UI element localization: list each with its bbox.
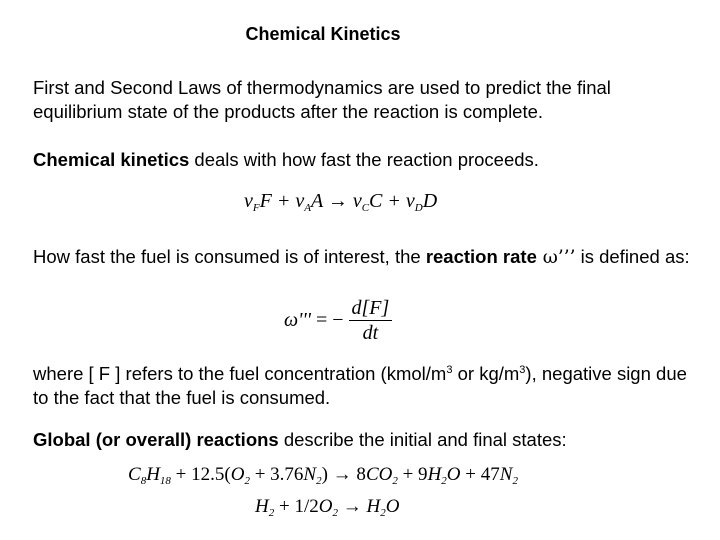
unit-exponent-2: 3 <box>519 364 526 376</box>
general-reaction-equation: $\nu_FF + \nu_AA \to \nu_CC + \nu_DD$ <box>244 190 438 214</box>
unit-exponent-1: 3 <box>446 364 453 376</box>
global-reactions-paragraph <box>33 428 705 452</box>
thermodynamics-paragraph: First and Second Laws of thermodynamics are used to predict the final equilibrium state of the products after the reaction is complete. <box>33 77 611 122</box>
reaction-rate-equation: ω''' = − $\frac{d[F]}{dt}$ <box>284 296 392 345</box>
slide-title: Chemical Kinetics <box>245 24 401 44</box>
reaction-rate-text-post: is defined as: <box>575 246 690 267</box>
concentration-text-1: where [ F ] refers to the fuel concentration (kmol/m <box>33 363 447 385</box>
concentration-paragraph <box>33 358 705 410</box>
reaction-rate-symbol: ω’’’ <box>536 247 576 268</box>
global-reactions-text: describe the initial and final states: <box>278 429 567 450</box>
hydrogen-combustion-equation: $H_2 + 1/2O_2 \to H_2O$ <box>255 496 400 519</box>
kinetics-definition-text: deals with how fast the reaction proceeds. <box>189 149 539 170</box>
kinetics-term: Chemical kinetics <box>33 149 190 170</box>
reaction-rate-term: reaction rate <box>425 246 537 267</box>
global-reactions-term: Global (or overall) reactions <box>33 429 279 450</box>
octane-combustion-equation: $C_8H_{18} + 12.5(O_2 + 3.76N_2) \to 8CO_2 + 9H_2O + 47N_2$ <box>128 464 518 487</box>
concentration-text-3: ), negative sign due to the fact that the fuel is consumed. <box>33 363 687 409</box>
reaction-rate-text-pre: How fast the fuel is consumed is of interest, the <box>33 246 426 267</box>
kinetics-definition-paragraph <box>33 148 705 172</box>
concentration-text-2: or kg/m <box>452 363 520 385</box>
reaction-rate-paragraph <box>33 245 705 270</box>
